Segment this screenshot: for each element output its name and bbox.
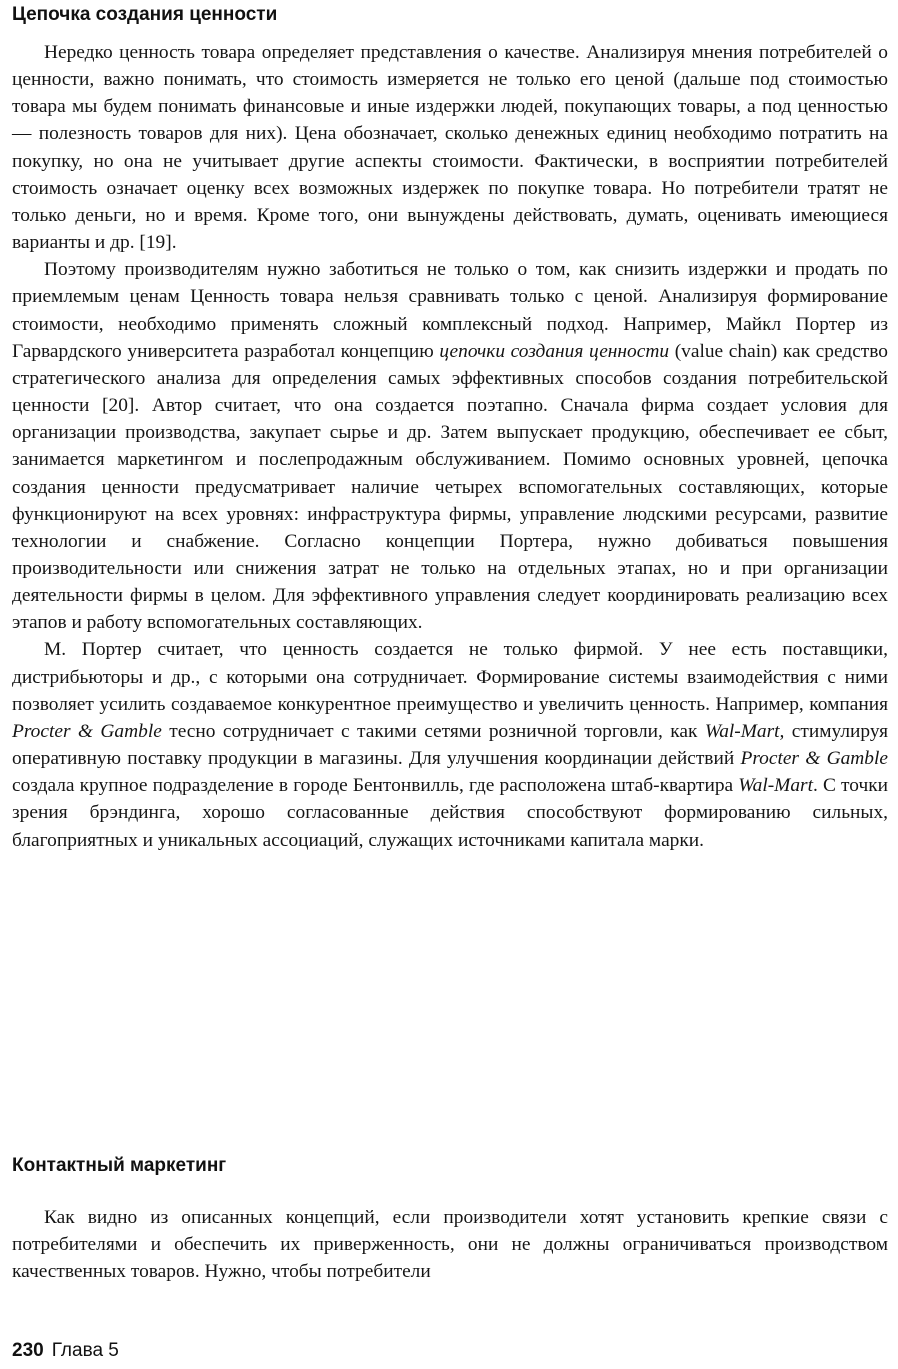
paragraph-3-text-e: . С точки зрения брэндинга, хорошо согласованные действия способствуют формированию сильных, благоприятных и уникальных ассоциаций, служащих источниками капитала марки.: [12, 775, 888, 851]
paragraph-3-text-a: М. Портер считает, что ценность создается не только фирмой. У нее есть поставщики, дистрибьюторы и др., с которыми она сотрудничает. Формирование системы взаимодействия с ними позволяет усилить создаваемое конкурентное преимущество и увеличить ценность. Например, компания: [12, 639, 888, 715]
company-name-walmart: Wal-Mart,: [704, 720, 785, 742]
paragraph-3-text-c: стимулируя оперативную поставку продукции в магазины. Для улучшения координации действий: [12, 720, 888, 770]
paragraph-4: Как видно из описанных концепций, если производители хотят установить крепкие связи с потребителями и обеспечить их приверженность, они не должны ограничиваться производством качественных товаров. Нужно, чтобы потребители: [12, 1207, 888, 1283]
paragraph-3-text-d: создала крупное подразделение в городе Бентонвилль, где расположена штаб-квартира: [12, 775, 739, 797]
term-value-chain: цепочки создания ценности: [439, 340, 670, 362]
paragraph-2-text-b: (value chain) как средство стратегического анализа для определения самых эффективных способов создания потребительской ценности [20]. Автор считает, что она создается поэтапно. Сначала фирма создает условия для организации производства, закупает сырье и др. Затем выпускает продукцию, обеспечивает ее сбыт, занимается маркетингом и послепродажным обслуживанием. Помимо основных уровней, цепочка создания ценности предусматривает наличие четырех вспомогательных составляющих, которые функционируют на всех уровнях: инфраструктура фирмы, управление людскими ресурсами, развитие технологии и снабжение. Согласно концепции Портера, нужно добиваться повышения производительности или снижения затрат не только на отдельных этапах, но и при организации деятельности фирмы в целом. Для эффективного управления следует координировать реализацию всех этапов и работу вспомогательных составляющих.: [12, 340, 889, 634]
section-heading-contact-marketing: Контактный маркетинг: [12, 1155, 227, 1176]
page-number: 230: [12, 1340, 44, 1361]
paragraph-1: Нередко ценность товара определяет представления о качестве. Анализируя мнения потребителей о ценности, важно понимать, что стоимость измеряется не только его ценой (дальше под стоимостью товара мы будем понимать финансовые и иные издержки людей, покупающих товары, а под ценностью — полезность товаров для них). Цена обозначает, сколько денежных единиц необходимо потратить на покупку, но она не учитывает другие аспекты стоимости. Фактически, в восприятии потребителей стоимость означает оценку всех возможных издержек по покупке товара. Но потребители тратят не только деньги, но и время. Кроме того, они вынуждены действовать, думать, оценивать имеющиеся варианты и др. [19].: [12, 42, 888, 254]
section-body-contact-marketing: [12, 1204, 888, 1285]
company-name-walmart-2: Wal-Mart: [738, 775, 813, 797]
book-page: [12, 0, 888, 1369]
chapter-label: Глава 5: [51, 1340, 119, 1361]
section-heading-value-chain: Цепочка создания ценности: [12, 4, 278, 25]
section-body-value-chain: [12, 39, 888, 854]
company-name-pg-2: Procter & Gamble: [740, 748, 888, 770]
paragraph-3: [12, 636, 888, 853]
paragraph-3-text-b: тесно сотрудничает с такими сетями розничной торговли, как: [161, 720, 705, 742]
paragraph-2: [12, 256, 888, 636]
company-name-pg: Procter & Gamble: [12, 720, 162, 742]
paragraph-2-text-a: Поэтому производителям нужно заботиться не только о том, как снизить издержки и продать по приемлемым ценам Ценность товара нельзя сравнивать только с ценой. Анализируя формирование стоимости, необходимо применять сложный комплексный подход. Например, Майкл Портер из Гарвардского университета разработал концепцию: [12, 259, 888, 362]
page-footer: [12, 1340, 119, 1362]
